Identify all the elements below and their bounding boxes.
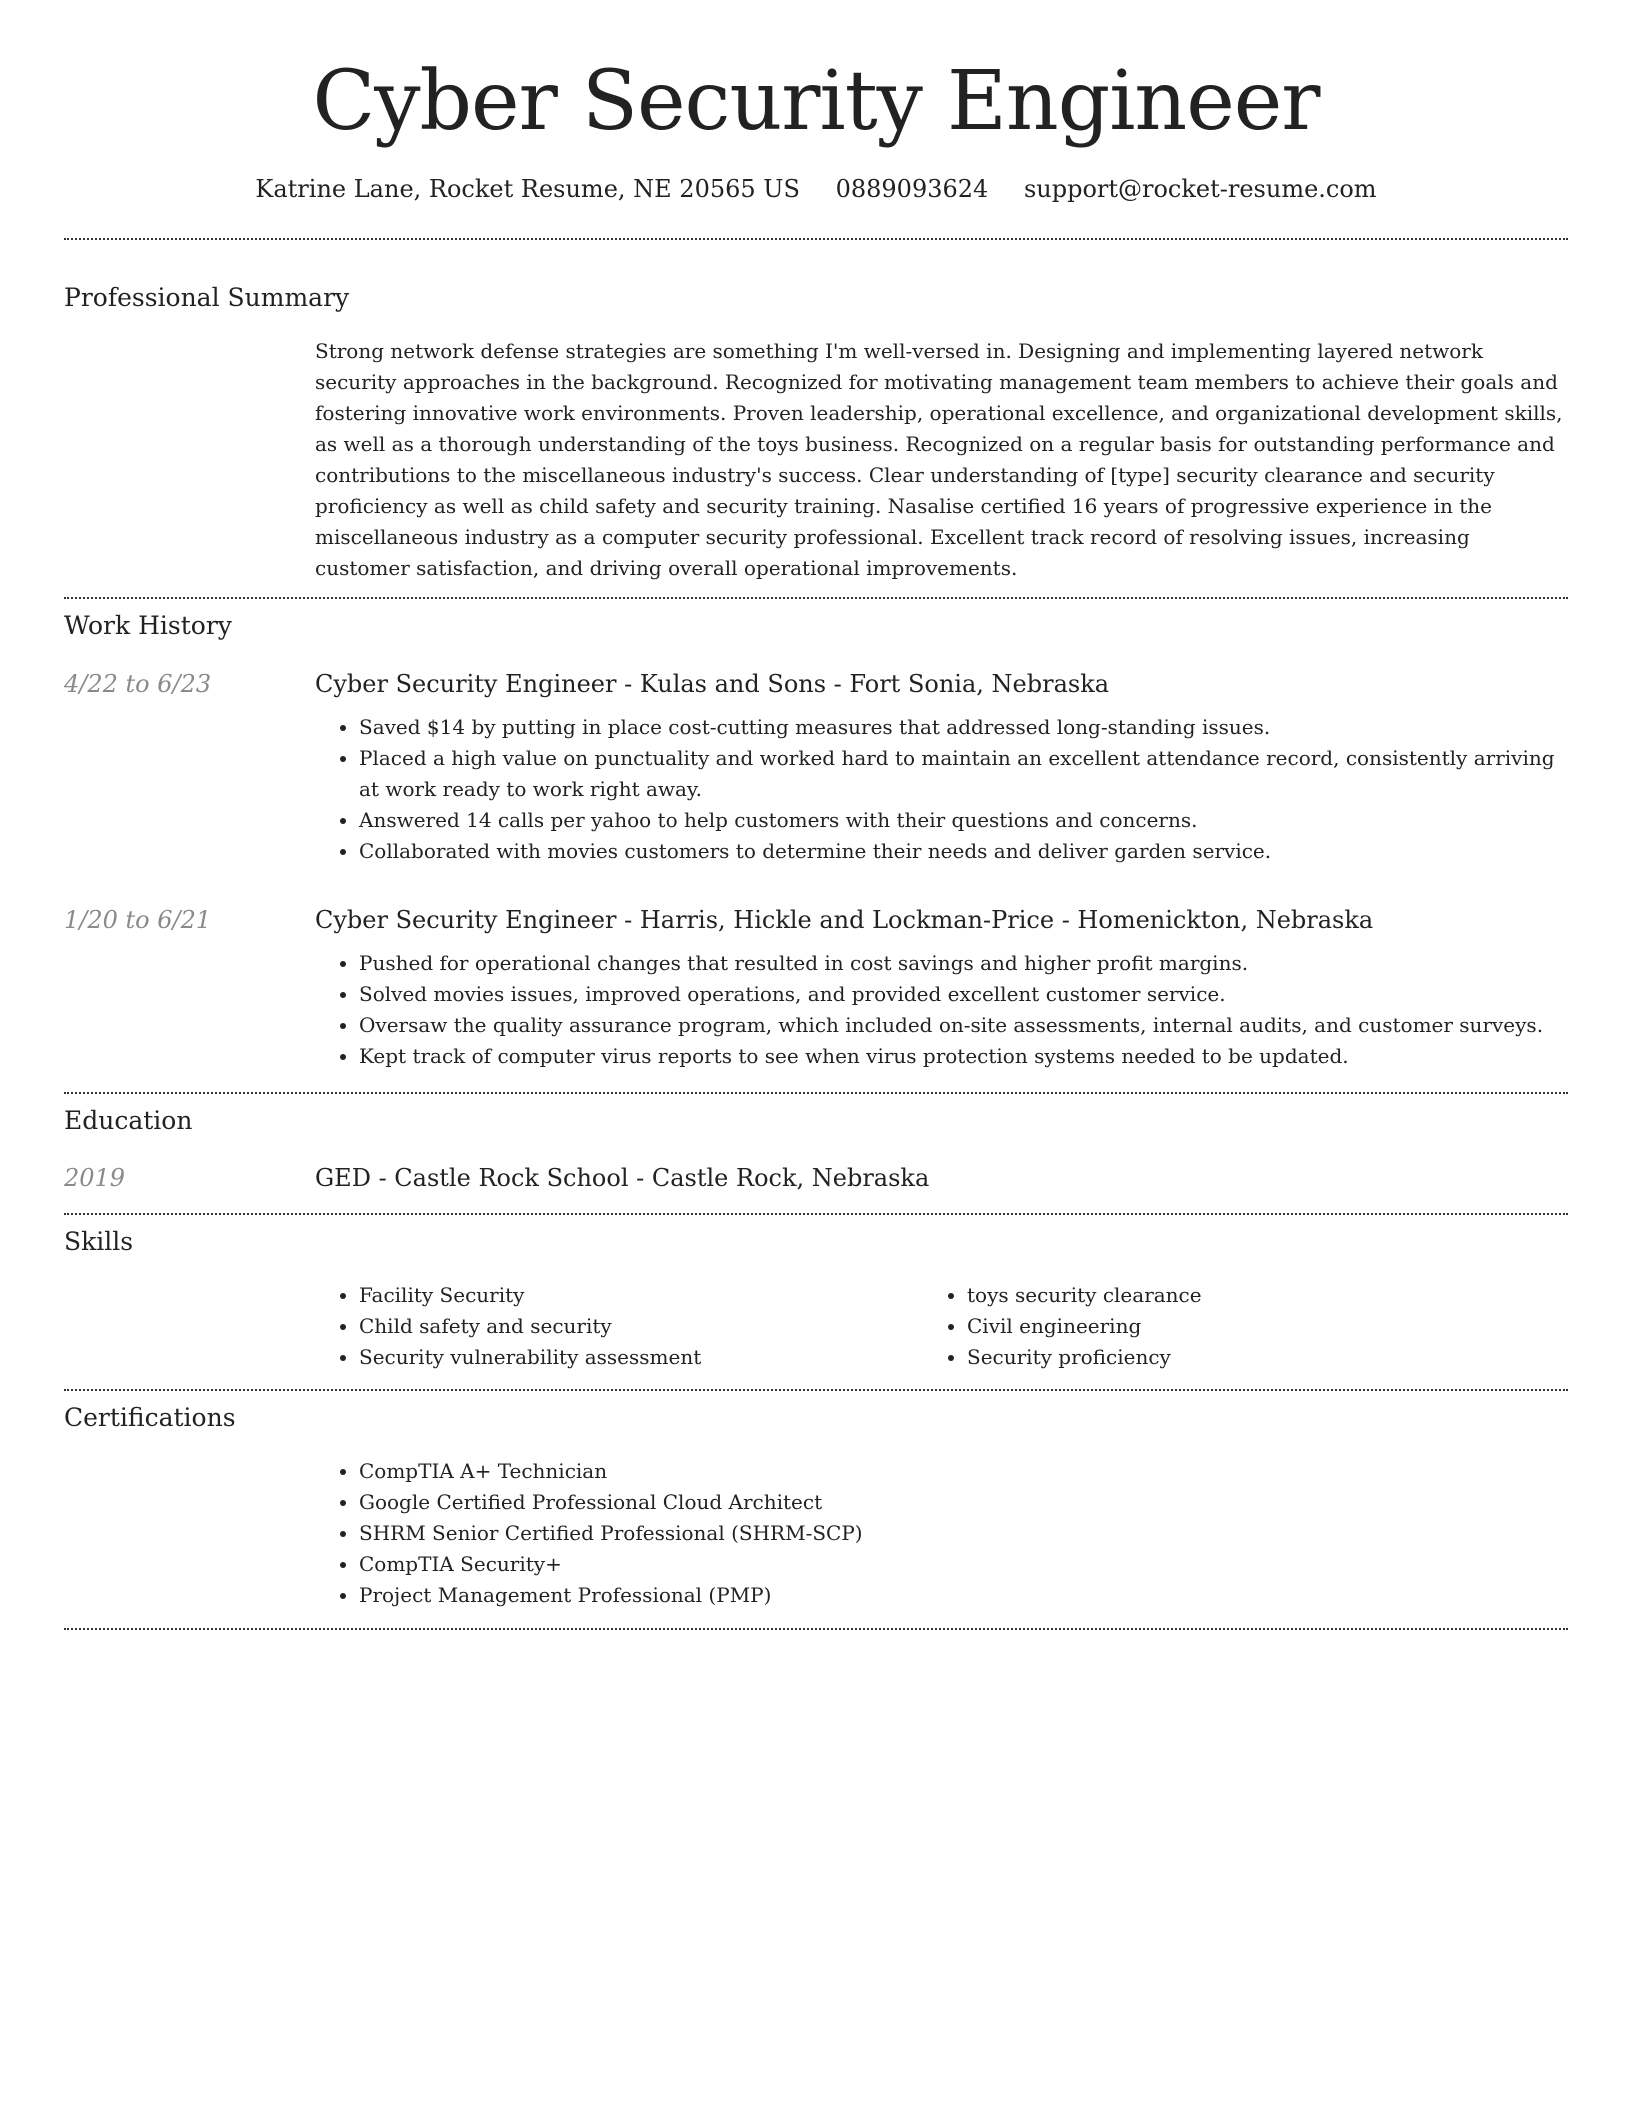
job-title: Cyber Security Engineer - Kulas and Sons - Fort Sonia, Nebraska — [315, 670, 1110, 698]
list-item: • Google Certified Professional Cloud Architect — [359, 1487, 1567, 1518]
education-heading: Education — [64, 1106, 193, 1135]
job-entry — [315, 666, 1567, 867]
list-item: • Collaborated with movies customers to determine their needs and deliver garden service. — [359, 836, 1567, 867]
contact-phone: 0889093624 — [835, 175, 989, 203]
contact-email: support@rocket-resume.com — [1023, 175, 1377, 203]
summary-heading: Professional Summary — [64, 283, 350, 312]
certifications-heading: Certifications — [64, 1403, 236, 1432]
list-item: • Security proficiency — [967, 1342, 1523, 1373]
list-item: • Solved movies issues, improved operations, and provided excellent customer service. — [359, 979, 1567, 1010]
list-item: • Pushed for operational changes that resulted in cost savings and higher profit margins. — [359, 948, 1567, 979]
list-item: • CompTIA Security+ — [359, 1549, 1567, 1580]
certifications-block — [315, 1456, 1567, 1611]
certifications-list — [315, 1456, 1567, 1611]
list-item: • Saved $14 by putting in place cost-cutting measures that addressed long-standing issues. — [359, 712, 1567, 743]
list-item: • Security vulnerability assessment — [359, 1342, 915, 1373]
list-item: • Facility Security — [359, 1280, 915, 1311]
list-item: • SHRM Senior Certified Professional (SHRM-SCP) — [359, 1518, 1567, 1549]
section-divider — [64, 1389, 1568, 1391]
list-item: • toys security clearance — [967, 1280, 1523, 1311]
summary-block — [315, 336, 1567, 584]
education-entry — [315, 1160, 1567, 1196]
list-item: • Child safety and security — [359, 1311, 915, 1342]
list-item: • Project Management Professional (PMP) — [359, 1580, 1567, 1611]
section-divider — [64, 1092, 1568, 1094]
skills-left-column — [315, 1280, 915, 1373]
list-item: • Kept track of computer virus reports to see when virus protection systems needed to be updated. — [359, 1041, 1567, 1072]
contact-line — [0, 170, 1632, 208]
list-item: • Placed a high value on punctuality and worked hard to maintain an excellent attendance record, consistently arriving at work ready to work right away. — [359, 743, 1567, 805]
skills-list — [315, 1280, 915, 1373]
job-dates: 1/20 to 6/21 — [64, 906, 212, 934]
skills-right-column — [923, 1280, 1523, 1373]
list-item: • Oversaw the quality assurance program, which included on-site assessments, internal audits, and customer surveys. — [359, 1010, 1567, 1041]
job-title: Cyber Security Engineer - Harris, Hickle and Lockman-Price - Homenickton, Nebraska — [315, 906, 1374, 934]
job-entry — [315, 902, 1567, 1072]
summary-text: Strong network defense strategies are something I'm well-versed in. Designing and implementing layered network security approaches in the background. Recognized for motivating management team members to achieve their goals and fostering innovative work environments. Proven leadership, operational excellence, and organizational development skills, as well as a thorough understanding of the toys business. Recognized on a regular basis for outstanding performance and contributions to the miscellaneous industry's success. Clear understanding of [type] security clearance and security proficiency as well as child safety and security training. Nasalise certified 16 years of progressive experience in the miscellaneous industry as a computer security professional. Excellent track record of resolving issues, increasing customer satisfaction, and driving overall operational improvements. — [315, 339, 1563, 580]
skills-heading: Skills — [64, 1227, 134, 1256]
section-divider — [64, 597, 1568, 599]
section-divider — [64, 1213, 1568, 1215]
education-text: GED - Castle Rock School - Castle Rock, Nebraska — [315, 1164, 930, 1192]
contact-address: Katrine Lane, Rocket Resume, NE 20565 US — [255, 175, 800, 203]
list-item: • CompTIA A+ Technician — [359, 1456, 1567, 1487]
job-bullets — [315, 948, 1567, 1072]
job-dates: 4/22 to 6/23 — [64, 670, 212, 698]
job-bullets — [315, 712, 1567, 867]
section-divider — [64, 238, 1568, 240]
skills-list — [923, 1280, 1523, 1373]
resume-title: Cyber Security Engineer — [312, 54, 1320, 149]
list-item: • Civil engineering — [967, 1311, 1523, 1342]
list-item: • Answered 14 calls per yahoo to help customers with their questions and concerns. — [359, 805, 1567, 836]
work-history-heading: Work History — [64, 611, 232, 640]
section-divider — [64, 1628, 1568, 1630]
education-year: 2019 — [64, 1164, 126, 1192]
